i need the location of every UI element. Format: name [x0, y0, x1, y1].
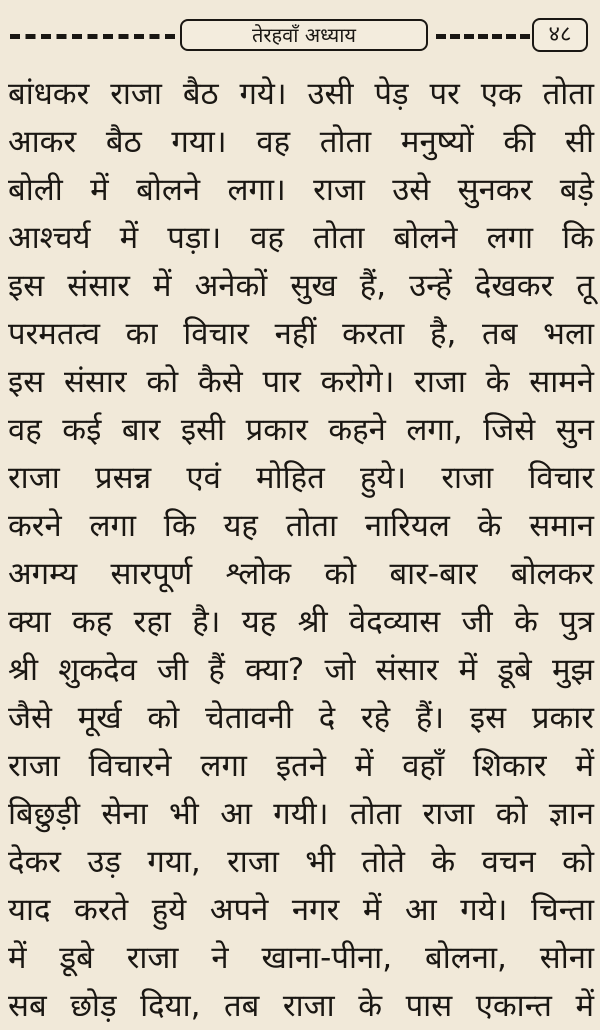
- text-line: राजा प्रसन्न एवं मोहित हुये। राजा विचार: [8, 460, 594, 496]
- text-line: आश्चर्य में पड़ा। वह तोता बोलने लगा कि: [8, 220, 594, 256]
- text-line: परमतत्व का विचार नहीं करता है, तब भला: [8, 316, 594, 352]
- text-line: इस संसार में अनेकों सुख हैं, उन्हें देखकर तू: [8, 268, 594, 304]
- text-line: आकर बैठ गया। वह तोता मनुष्यों की सी: [8, 124, 594, 160]
- text-line: अगम्य सारपूर्ण श्लोक को बार-बार बोलकर: [8, 556, 594, 592]
- text-line: बिछुड़ी सेना भी आ गयी। तोता राजा को ज्ञान: [8, 796, 594, 832]
- page-number: ४८: [532, 18, 588, 52]
- text-line: करने लगा कि यह तोता नारियल के समान: [8, 508, 594, 544]
- text-line: क्या कह रहा है। यह श्री वेदव्यास जी के पुत्र: [8, 604, 594, 640]
- text-line: बोली में बोलने लगा। राजा उसे सुनकर बड़े: [8, 172, 594, 208]
- text-line: याद करते हुये अपने नगर में आ गये। चिन्ता: [8, 892, 594, 928]
- body-text: [8, 70, 594, 1030]
- header-rule-left: [10, 34, 175, 39]
- text-line: सब छोड़ दिया, तब राजा के पास एकान्त में: [8, 988, 594, 1024]
- text-line: श्री शुकदेव जी हैं क्या? जो संसार में डूबे मुझ: [8, 652, 594, 688]
- header-rule-right: [436, 34, 530, 39]
- text-line: जैसे मूर्ख को चेतावनी दे रहे हैं। इस प्रकार: [8, 700, 594, 736]
- text-line: बांधकर राजा बैठ गये। उसी पेड़ पर एक तोता: [8, 76, 594, 112]
- page-header: [0, 16, 600, 56]
- chapter-title: तेरहवाँ अध्याय: [180, 19, 428, 51]
- text-line: देकर उड़ गया, राजा भी तोते के वचन को: [8, 844, 594, 880]
- text-line: राजा विचारने लगा इतने में वहाँ शिकार में: [8, 748, 594, 784]
- text-line: इस संसार को कैसे पार करोगे। राजा के सामने: [8, 364, 594, 400]
- text-line: वह कई बार इसी प्रकार कहने लगा, जिसे सुन: [8, 412, 594, 448]
- text-line: में डूबे राजा ने खाना-पीना, बोलना, सोना: [8, 940, 594, 976]
